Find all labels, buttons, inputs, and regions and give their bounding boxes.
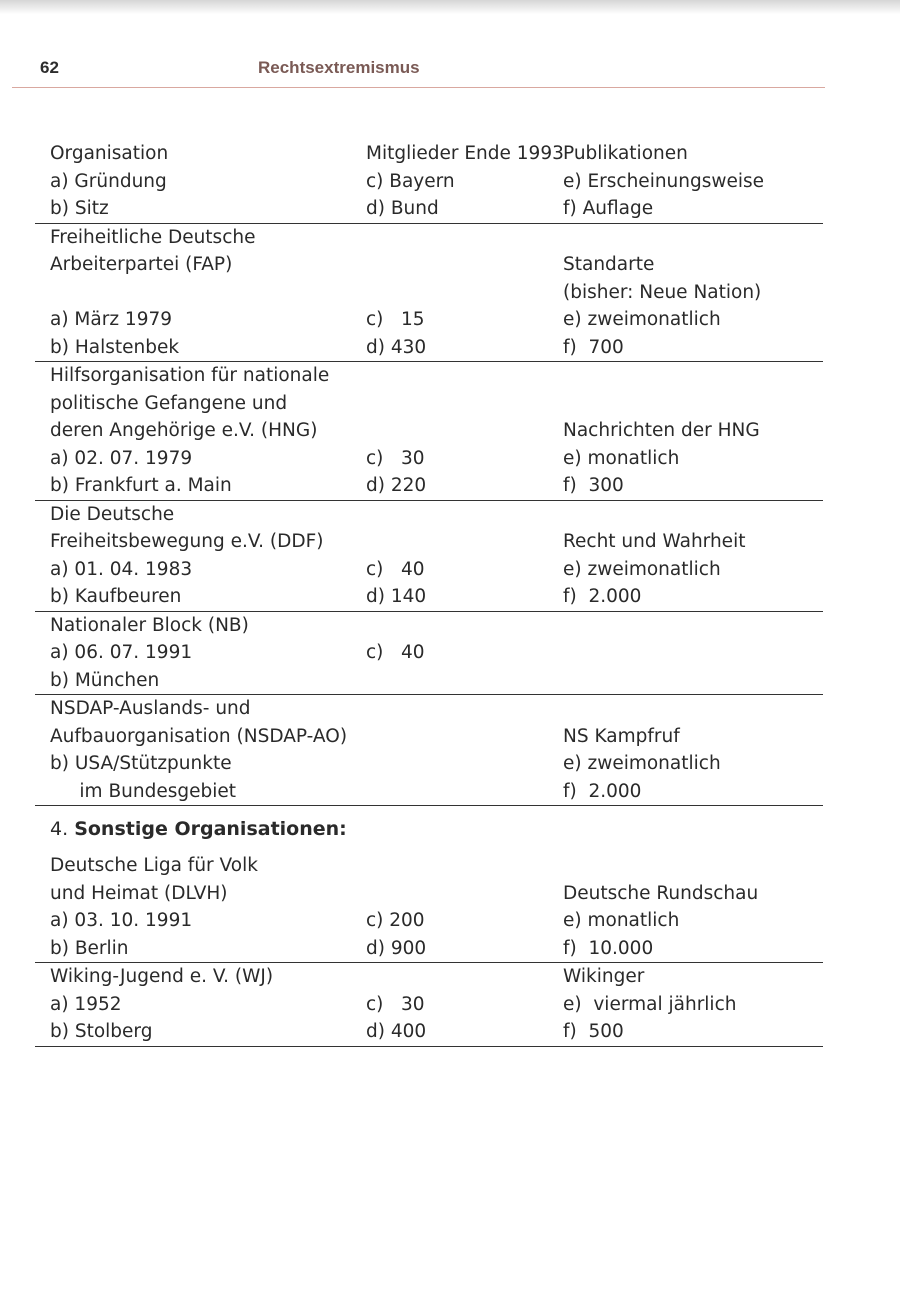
organisation-cell: a) 03. 10. 1991 bbox=[50, 910, 193, 931]
table-line bbox=[35, 667, 823, 695]
table-line bbox=[35, 750, 823, 778]
publication-cell: Wikinger bbox=[563, 966, 645, 987]
organisation-cell: a) 01. 04. 1983 bbox=[50, 558, 193, 580]
publication-cell: f) Auflage bbox=[563, 198, 654, 219]
organisation-cell: Wiking-Jugend e. V. (WJ) bbox=[50, 966, 274, 987]
table-line bbox=[35, 778, 823, 806]
table-line bbox=[35, 852, 823, 880]
publication-cell: e) viermal jährlich bbox=[563, 993, 737, 1015]
table-row bbox=[35, 612, 823, 696]
members-cell: c) Bayern bbox=[366, 170, 455, 192]
table-rows-group bbox=[35, 140, 823, 806]
publication-cell: e) zweimonatlich bbox=[563, 309, 721, 330]
organisation-cell: Organisation bbox=[50, 143, 169, 164]
publication-cell: e) zweimonatlich bbox=[563, 753, 721, 774]
table-line bbox=[35, 251, 823, 279]
section-number: 4. bbox=[50, 818, 69, 840]
organisation-cell: b) Frankfurt a. Main bbox=[50, 475, 232, 496]
publication-cell: NS Kampfruf bbox=[563, 725, 680, 747]
publication-cell: Publikationen bbox=[563, 143, 688, 164]
table-line bbox=[35, 445, 823, 473]
organisation-cell: Freiheitliche Deutsche bbox=[50, 226, 256, 248]
table-line bbox=[35, 334, 823, 362]
publication-cell: e) Erscheinungsweise bbox=[563, 170, 765, 192]
organisation-cell: Die Deutsche bbox=[50, 503, 175, 525]
organisation-cell: Hilfsorganisation für nationale bbox=[50, 365, 330, 386]
table-row bbox=[35, 224, 823, 363]
table-line bbox=[35, 390, 823, 418]
publication-cell: e) monatlich bbox=[563, 910, 680, 931]
organisation-cell: NSDAP-Auslands- und bbox=[50, 698, 251, 719]
members-cell: d) 220 bbox=[366, 475, 427, 496]
organisation-cell: b) USA/Stützpunkte bbox=[50, 753, 232, 774]
organisation-cell: Arbeiterpartei (FAP) bbox=[50, 254, 233, 275]
organisation-cell: b) Sitz bbox=[50, 198, 109, 219]
table-line bbox=[35, 140, 823, 168]
table-row bbox=[35, 695, 823, 806]
table-row-header bbox=[35, 140, 823, 224]
table-line bbox=[35, 612, 823, 640]
organisation-cell: Aufbauorganisation (NSDAP-AO) bbox=[50, 725, 348, 747]
organisation-cell: b) Berlin bbox=[50, 937, 129, 959]
table-line bbox=[35, 195, 823, 223]
members-cell: d) 400 bbox=[366, 1021, 427, 1042]
publication-cell: Standarte bbox=[563, 254, 655, 275]
organisation-cell: deren Angehörige e.V. (HNG) bbox=[50, 420, 318, 441]
organisation-cell: und Heimat (DLVH) bbox=[50, 882, 228, 904]
publication-cell: f) 700 bbox=[563, 336, 624, 358]
table-line bbox=[35, 907, 823, 935]
publication-cell: e) monatlich bbox=[563, 447, 680, 469]
running-head: Rechtsextremismus bbox=[258, 58, 420, 77]
publication-cell: f) 2.000 bbox=[563, 780, 642, 802]
members-cell: d) 140 bbox=[366, 586, 427, 607]
organisation-cell: b) Halstenbek bbox=[50, 336, 180, 358]
table-line bbox=[35, 279, 823, 307]
table-line bbox=[35, 224, 823, 252]
organisation-cell: a) 02. 07. 1979 bbox=[50, 447, 193, 469]
publication-cell: f) 2.000 bbox=[563, 586, 642, 607]
members-cell: c) 30 bbox=[366, 447, 425, 469]
table-line bbox=[35, 556, 823, 584]
organisation-table bbox=[35, 140, 823, 1047]
organisation-cell: Nationaler Block (NB) bbox=[50, 614, 249, 636]
table-line bbox=[35, 501, 823, 529]
publication-cell: e) zweimonatlich bbox=[563, 558, 721, 580]
section-title: Sonstige Organisationen: bbox=[74, 818, 347, 840]
section-heading bbox=[35, 806, 823, 852]
organisation-cell: a) Gründung bbox=[50, 170, 167, 192]
publication-cell: f) 500 bbox=[563, 1021, 624, 1042]
table-line bbox=[35, 723, 823, 751]
publication-cell: Deutsche Rundschau bbox=[563, 882, 759, 904]
members-cell: c) 40 bbox=[366, 642, 425, 663]
scan-edge-shadow bbox=[0, 0, 900, 14]
table-line bbox=[35, 991, 823, 1019]
table-row bbox=[35, 852, 823, 963]
table-line bbox=[35, 695, 823, 723]
organisation-cell: b) Kaufbeuren bbox=[50, 586, 182, 607]
table-rows-group bbox=[35, 852, 823, 1047]
table-line bbox=[35, 306, 823, 334]
organisation-cell: b) München bbox=[50, 669, 160, 691]
page-number: 62 bbox=[40, 58, 59, 77]
table-line bbox=[35, 528, 823, 556]
page-header bbox=[40, 58, 825, 88]
publication-cell: Nachrichten der HNG bbox=[563, 420, 760, 441]
organisation-cell: im Bundesgebiet bbox=[50, 780, 236, 802]
table-line bbox=[35, 472, 823, 500]
publication-cell: (bisher: Neue Nation) bbox=[563, 281, 762, 303]
members-cell: c) 15 bbox=[366, 309, 425, 330]
members-cell: c) 40 bbox=[366, 558, 425, 580]
members-cell: c) 30 bbox=[366, 993, 425, 1015]
table-line bbox=[35, 880, 823, 908]
table-line bbox=[35, 1018, 823, 1046]
table-row bbox=[35, 501, 823, 612]
table-line bbox=[35, 935, 823, 963]
publication-cell: Recht und Wahrheit bbox=[563, 531, 746, 552]
members-cell: c) 200 bbox=[366, 910, 425, 931]
organisation-cell: a) 1952 bbox=[50, 993, 122, 1015]
organisation-cell: Deutsche Liga für Volk bbox=[50, 855, 258, 876]
table-row bbox=[35, 963, 823, 1047]
table-line bbox=[35, 417, 823, 445]
table-line bbox=[35, 583, 823, 611]
publication-cell: f) 10.000 bbox=[563, 937, 654, 959]
organisation-cell: b) Stolberg bbox=[50, 1021, 153, 1042]
organisation-cell: a) März 1979 bbox=[50, 309, 173, 330]
publication-cell: f) 300 bbox=[563, 475, 624, 496]
table-line bbox=[35, 168, 823, 196]
organisation-cell: Freiheitsbewegung e.V. (DDF) bbox=[50, 531, 324, 552]
organisation-cell: a) 06. 07. 1991 bbox=[50, 642, 193, 663]
table-line bbox=[35, 362, 823, 390]
table-row bbox=[35, 362, 823, 501]
members-cell: Mitglieder Ende 1993 bbox=[366, 143, 564, 164]
members-cell: d) 900 bbox=[366, 937, 427, 959]
members-cell: d) 430 bbox=[366, 336, 427, 358]
organisation-cell: politische Gefangene und bbox=[50, 392, 288, 414]
members-cell: d) Bund bbox=[366, 198, 439, 219]
table-line bbox=[35, 963, 823, 991]
header-rule bbox=[12, 87, 825, 88]
table-line bbox=[35, 639, 823, 667]
